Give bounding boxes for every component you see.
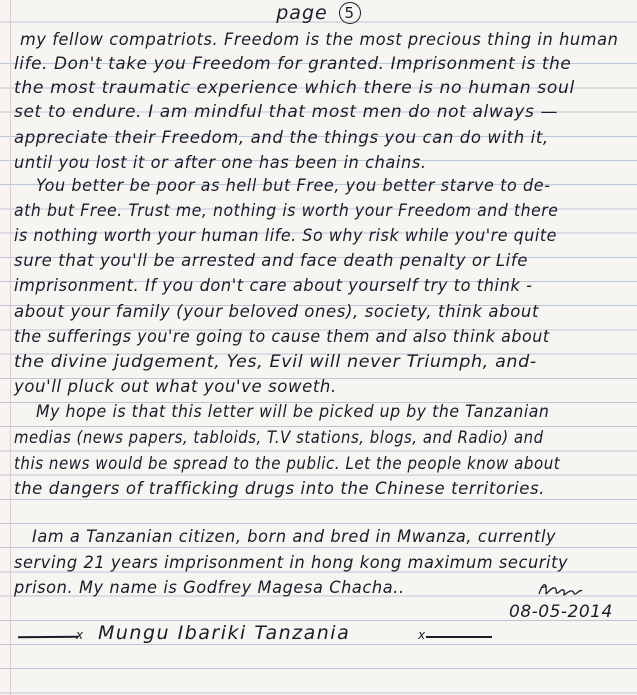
handwritten-signature-icon bbox=[537, 578, 583, 600]
letter-line: appreciate their Freedom, and the things you can do with it, bbox=[14, 128, 549, 147]
page-header bbox=[0, 2, 637, 24]
letter-line: you'll pluck out what you've soweth. bbox=[14, 377, 337, 396]
letter-line: the dangers of trafficking drugs into the Chinese territories. bbox=[14, 479, 545, 498]
letter-line: prison. My name is Godfrey Magesa Chacha.. bbox=[14, 578, 405, 597]
letter-line: serving 21 years imprisonment in hong kong maximum security bbox=[14, 553, 569, 572]
margin-line bbox=[10, 0, 11, 695]
closing-motto: Mungu Ibariki Tanzania bbox=[98, 622, 351, 644]
letter-line: the sufferings you're going to cause them and also think about bbox=[14, 327, 550, 346]
letter-line: the most traumatic experience which there is no human soul bbox=[14, 78, 575, 97]
letter-line: life. Don't take you Freedom for granted. Imprisonment is the bbox=[14, 54, 572, 73]
page-number-circle: 5 bbox=[339, 2, 361, 24]
letter-line: imprisonment. If you don't care about yourself try to think - bbox=[14, 276, 533, 295]
letter-line: set to endure. I am mindful that most men do not always — bbox=[14, 102, 559, 121]
letter-line: You better be poor as hell but Free, you better starve to de- bbox=[36, 176, 551, 195]
letter-line: the divine judgement, Yes, Evil will never Triumph, and- bbox=[14, 352, 537, 371]
page-label: page bbox=[276, 2, 328, 24]
letter-line: my fellow compatriots. Freedom is the most precious thing in human bbox=[20, 30, 619, 49]
letter-line: about your family (your beloved ones), society, think about bbox=[14, 302, 540, 321]
letter-line: ath but Free. Trust me, nothing is worth your Freedom and there bbox=[14, 201, 559, 220]
letter-line: this news would be spread to the public. Let the people know about bbox=[14, 454, 561, 473]
letter-line: sure that you'll be arrested and face death penalty or Life bbox=[14, 251, 528, 270]
letter-line: Iam a Tanzanian citizen, born and bred in Mwanza, currently bbox=[32, 527, 557, 546]
letter-line: My hope is that this letter will be picked up by the Tanzanian bbox=[36, 402, 550, 421]
letter-line: until you lost it or after one has been in chains. bbox=[14, 153, 427, 172]
closing-x-right: x bbox=[418, 628, 426, 642]
letter-line: is nothing worth your human life. So why risk while you're quite bbox=[14, 226, 557, 245]
closing-dash-right bbox=[426, 636, 492, 638]
signature-date: 08-05-2014 bbox=[509, 602, 613, 622]
letter-line: medias (news papers, tabloids, T.V stations, blogs, and Radio) and bbox=[14, 428, 544, 447]
closing-x-left: x bbox=[76, 628, 84, 642]
